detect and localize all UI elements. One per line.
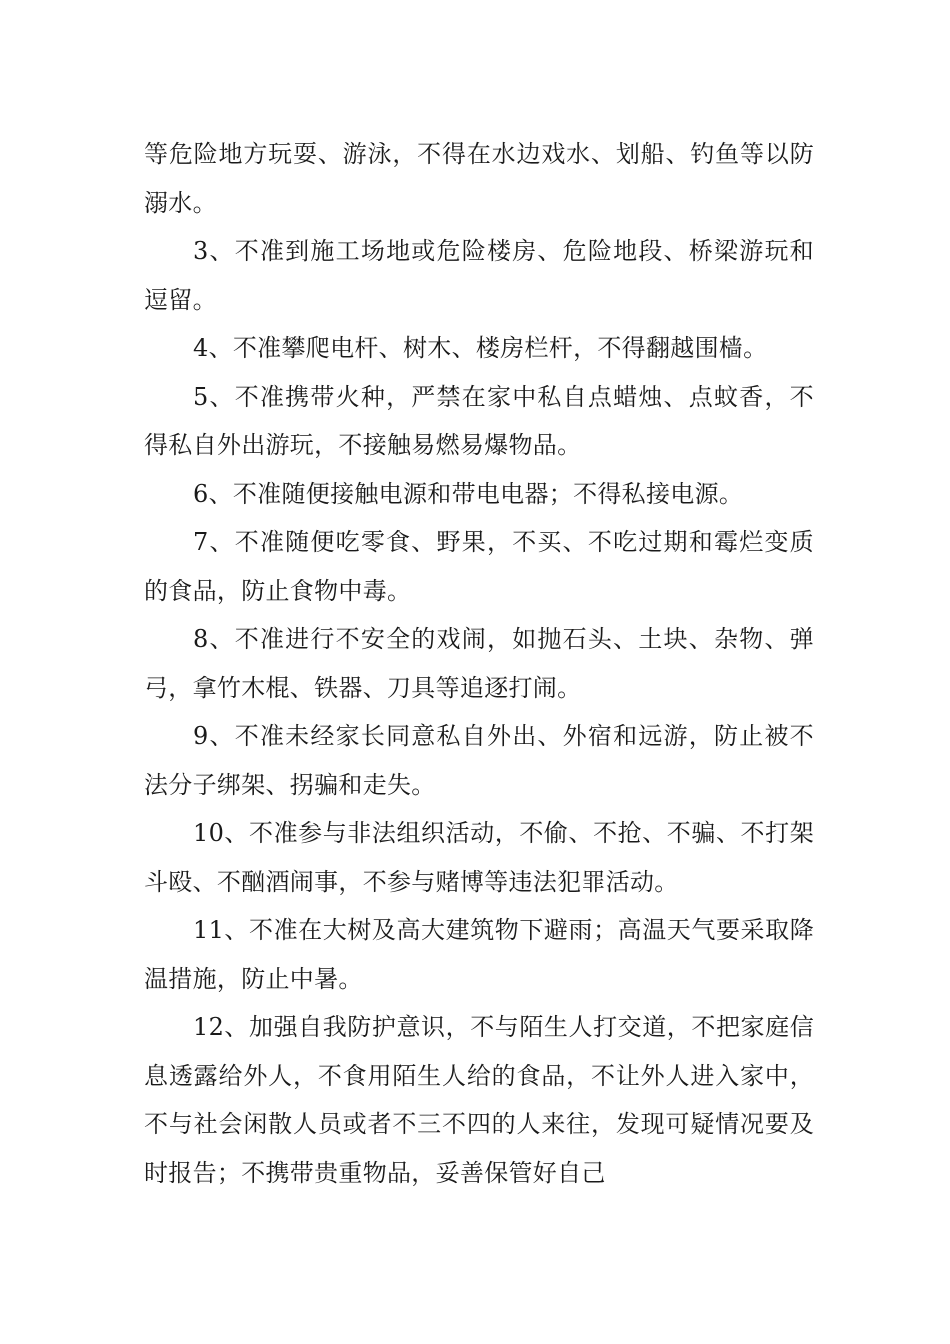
paragraph-rule-7: 7、不准随便吃零食、野果，不买、不吃过期和霉烂变质的食品，防止食物中毒。 (144, 528, 814, 605)
document-body (144, 130, 814, 1197)
paragraph-rule-6: 6、不准随便接触电源和带电电器；不得私接电源。 (193, 479, 744, 508)
paragraph-rule-12: 12、加强自我防护意识，不与陌生人打交道，不把家庭信息透露给外人，不食用陌生人给的食品，不让外人进入家中，不与社会闲散人员或者不三不四的人来往，发现可疑情况要及时报告；不携带贵重物品，妥善保管好自己 (144, 1013, 814, 1187)
paragraph-continuation: 等危险地方玩耍、游泳，不得在水边戏水、划船、钓鱼等以防溺水。 (144, 140, 814, 217)
paragraph-rule-9: 9、不准未经家长同意私自外出、外宿和远游，防止被不法分子绑架、拐骗和走失。 (144, 722, 814, 799)
paragraph-rule-11: 11、不准在大树及高大建筑物下避雨；高温天气要采取降温措施，防止中暑。 (144, 916, 814, 993)
paragraph-rule-10: 10、不准参与非法组织活动，不偷、不抢、不骗、不打架斗殴、不酗酒闹事，不参与赌博等违法犯罪活动。 (144, 819, 814, 896)
paragraph-rule-4: 4、不准攀爬电杆、树木、楼房栏杆，不得翻越围樯。 (193, 334, 768, 362)
paragraph-rule-8: 8、不准进行不安全的戏闹，如抛石头、土块、杂物、弹弓，拿竹木棍、铁器、刀具等追逐打闹。 (144, 625, 814, 702)
paragraph-rule-5: 5、不准携带火种，严禁在家中私自点蜡烛、点蚊香，不得私自外出游玩，不接触易燃易爆物品。 (144, 382, 814, 459)
paragraph-rule-3: 3、不准到施工场地或危险楼房、危险地段、桥梁游玩和逗留。 (144, 237, 814, 314)
